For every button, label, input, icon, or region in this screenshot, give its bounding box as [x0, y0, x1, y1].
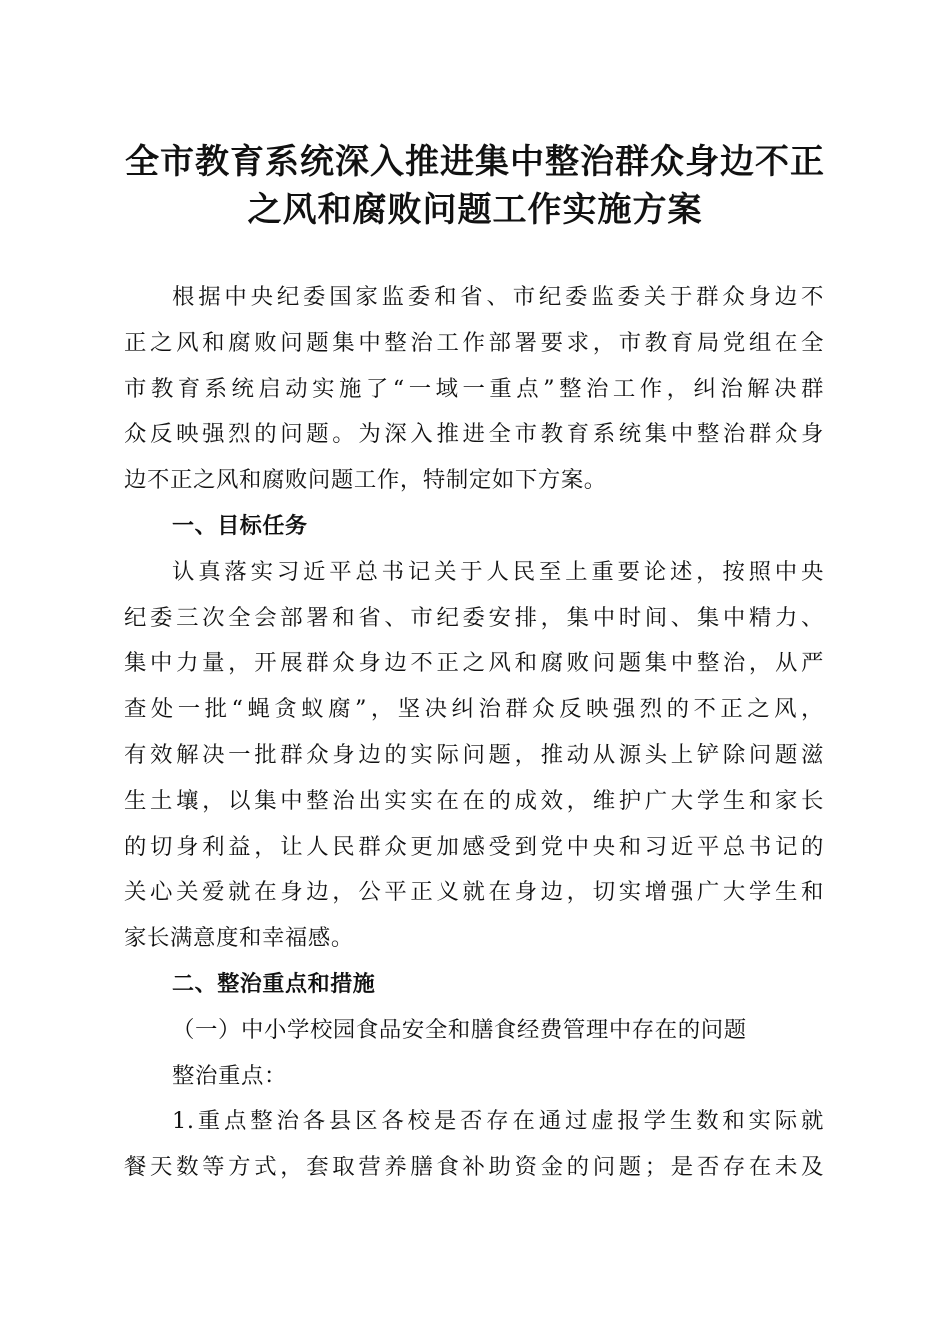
section-heading-goals: 一、目标任务 — [172, 513, 308, 539]
text-line: 1.重点整治各县区各校是否存在通过虚报学生数和实际就 — [172, 1108, 824, 1135]
subsection-heading: （一）中小学校园食品安全和膳食经费管理中存在的问题 — [172, 1016, 747, 1043]
text-line: 纪委三次全会部署和省、市纪委安排，集中时间、集中精力、 — [124, 604, 824, 631]
document-title — [100, 138, 850, 234]
focus-label: 整治重点： — [172, 1062, 287, 1089]
text-line: 认真落实习近平总书记关于人民至上重要论述，按照中央 — [172, 558, 824, 585]
goals-paragraph — [124, 550, 824, 962]
text-line: 家长满意度和幸福感。 — [124, 925, 354, 952]
text-line: 有效解决一批群众身边的实际问题，推动从源头上铲除问题滋 — [124, 741, 824, 768]
text-line: 查处一批“蝇贪蚁腐”，坚决纠治群众反映强烈的不正之风， — [124, 696, 824, 723]
text-line: 餐天数等方式，套取营养膳食补助资金的问题；是否存在未及 — [124, 1154, 824, 1181]
text-line: 市教育系统启动实施了“一域一重点”整治工作，纠治解决群 — [124, 375, 824, 402]
title-line: 之风和腐败问题工作实施方案 — [247, 190, 703, 230]
text-line: 正之风和腐败问题集中整治工作部署要求，市教育局党组在全 — [124, 329, 824, 356]
text-line: 关心关爱就在身边，公平正义就在身边，切实增强广大学生和 — [124, 879, 824, 906]
document-body — [124, 275, 824, 1191]
text-line: 集中力量，开展群众身边不正之风和腐败问题集中整治，从严 — [124, 650, 824, 677]
intro-paragraph — [124, 275, 824, 504]
text-line: 众反映强烈的问题。为深入推进全市教育系统集中整治群众身 — [124, 421, 824, 448]
section-heading-measures: 二、整治重点和措施 — [172, 971, 376, 997]
text-line: 生土壤，以集中整治出实实在在的成效，维护广大学生和家长 — [124, 787, 824, 814]
text-line: 根据中央纪委国家监委和省、市纪委监委关于群众身边不 — [172, 284, 824, 310]
item-paragraph — [124, 1099, 824, 1191]
text-line: 的切身利益，让人民群众更加感受到党中央和习近平总书记的 — [124, 833, 824, 860]
text-line: 边不正之风和腐败问题工作，特制定如下方案。 — [124, 467, 607, 494]
title-line: 全市教育系统深入推进集中整治群众身边不正 — [125, 142, 825, 182]
